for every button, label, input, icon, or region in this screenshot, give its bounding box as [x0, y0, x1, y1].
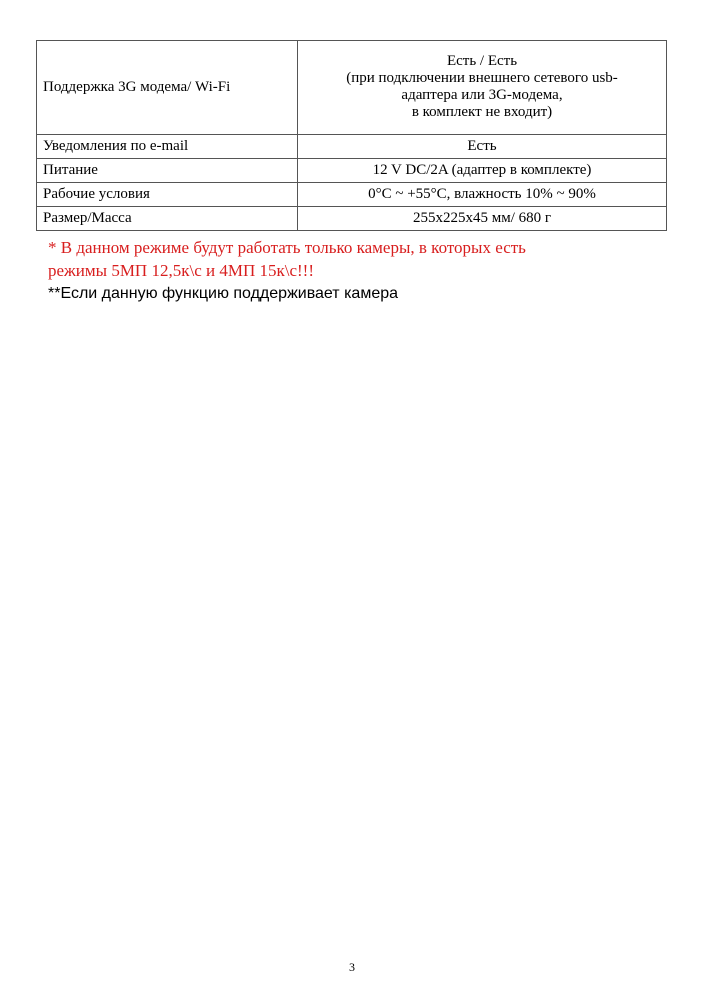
param-cell: Уведомления по e-mail: [37, 135, 298, 159]
footnotes: [48, 236, 668, 305]
param-cell: Питание: [37, 159, 298, 183]
page-number: 3: [349, 960, 355, 974]
param-cell: Размер/Масса: [37, 207, 298, 231]
value-cell: Есть: [298, 135, 667, 159]
value-cell: [298, 41, 667, 135]
param-cell: Рабочие условия: [37, 183, 298, 207]
value-line: Есть / Есть: [446, 53, 518, 69]
red-footnote-line: * В данном режиме будут работать только камеры, в которых есть: [48, 238, 526, 257]
value-line: адаптера или 3G-модема,: [401, 87, 563, 103]
value-cell: 0°C ~ +55°C, влажность 10% ~ 90%: [298, 183, 667, 207]
spec-table: [36, 40, 667, 231]
value-line: в комплект не входит): [411, 104, 553, 120]
table-row: [37, 183, 667, 207]
table-row: [37, 159, 667, 183]
table-row: [37, 207, 667, 231]
value-line: (при подключении внешнего сетевого usb-: [346, 70, 618, 86]
value-cell: 255x225x45 мм/ 680 г: [298, 207, 667, 231]
black-footnote: **Если данную функцию поддерживает камера: [48, 285, 399, 302]
red-footnote-line: режимы 5МП 12,5к\с и 4МП 15к\с!!!: [48, 261, 314, 280]
value-cell: 12 V DC/2A (адаптер в комплекте): [298, 159, 667, 183]
red-footnote: [48, 236, 668, 282]
param-cell: Поддержка 3G модема/ Wi-Fi: [37, 41, 298, 135]
table-row: [37, 135, 667, 159]
table-row: [37, 41, 667, 135]
